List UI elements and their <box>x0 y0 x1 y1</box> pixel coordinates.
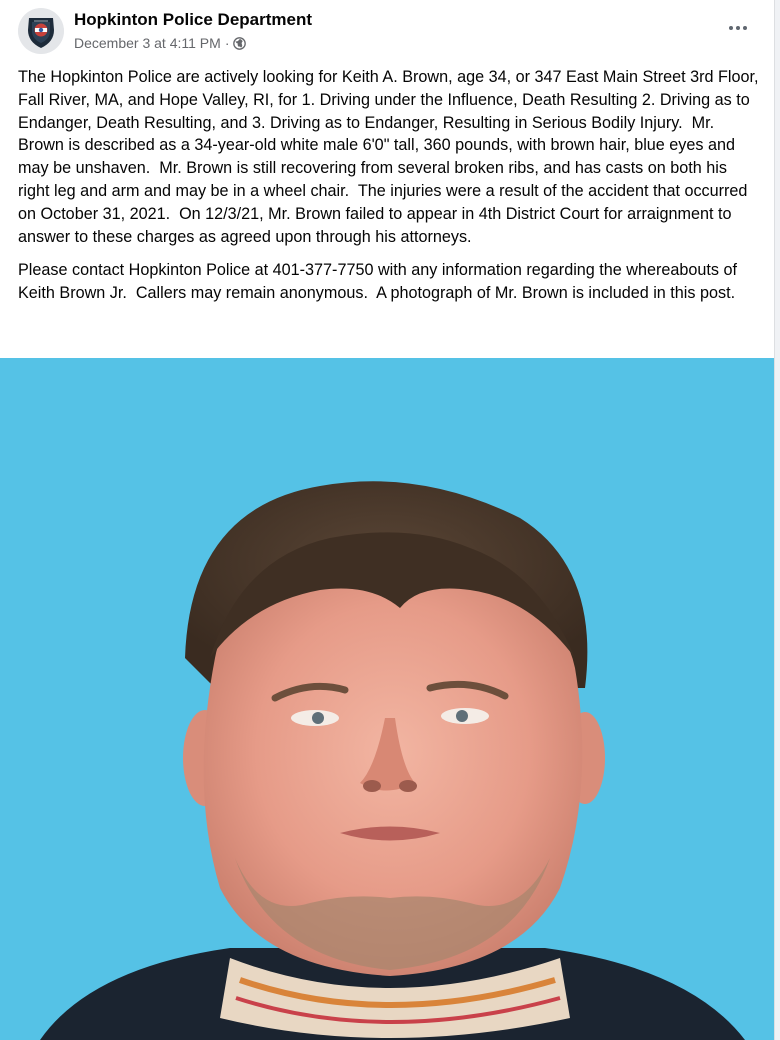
post-paragraph-1: The Hopkinton Police are actively looking for Keith A. Brown, age 34, or 347 East Main Street 3rd Floor, Fall River, MA, and Hope Valley, RI, for 1. Driving under the Influence, Death Resulting 2. Driving as to Endanger, Death Resulting, and 3. Driving as to Endanger, Resulting in Serious Bodily Injury. Mr. Brown is described as a 34-year-old white male 6'0" tall, 360 pounds, with brown hair, blue eyes and may be unshaven. Mr. Brown is still recovering from several broken ribs, and has casts on both his right leg and arm and may be in a wheel chair. The injuries were a result of the accident that occurred on October 31, 2021. On 12/3/21, Mr. Brown failed to appear in 4th District Court for arraignment to answer to these charges as agreed upon through his attorneys. <box>18 68 764 246</box>
globe-icon[interactable] <box>233 37 246 50</box>
post-meta <box>74 35 246 51</box>
page-avatar[interactable] <box>18 8 64 54</box>
more-horizontal-icon <box>729 26 733 30</box>
police-badge-icon <box>18 8 64 54</box>
post-paragraph-2: Please contact Hopkinton Police at 401-377-7750 with any information regarding the whereabouts of Keith Brown Jr. Callers may remain anonymous. A photograph of Mr. Brown is included in this post. <box>18 261 742 303</box>
post-header <box>0 0 775 62</box>
more-options-button[interactable] <box>723 16 753 40</box>
page-name[interactable]: Hopkinton Police Department <box>74 10 313 29</box>
person-photo <box>0 358 775 1040</box>
post-timestamp[interactable]: December 3 at 4:11 PM <box>74 35 221 51</box>
post-photo[interactable] <box>0 358 775 1040</box>
meta-separator: · <box>224 35 230 51</box>
post-text <box>18 66 764 316</box>
